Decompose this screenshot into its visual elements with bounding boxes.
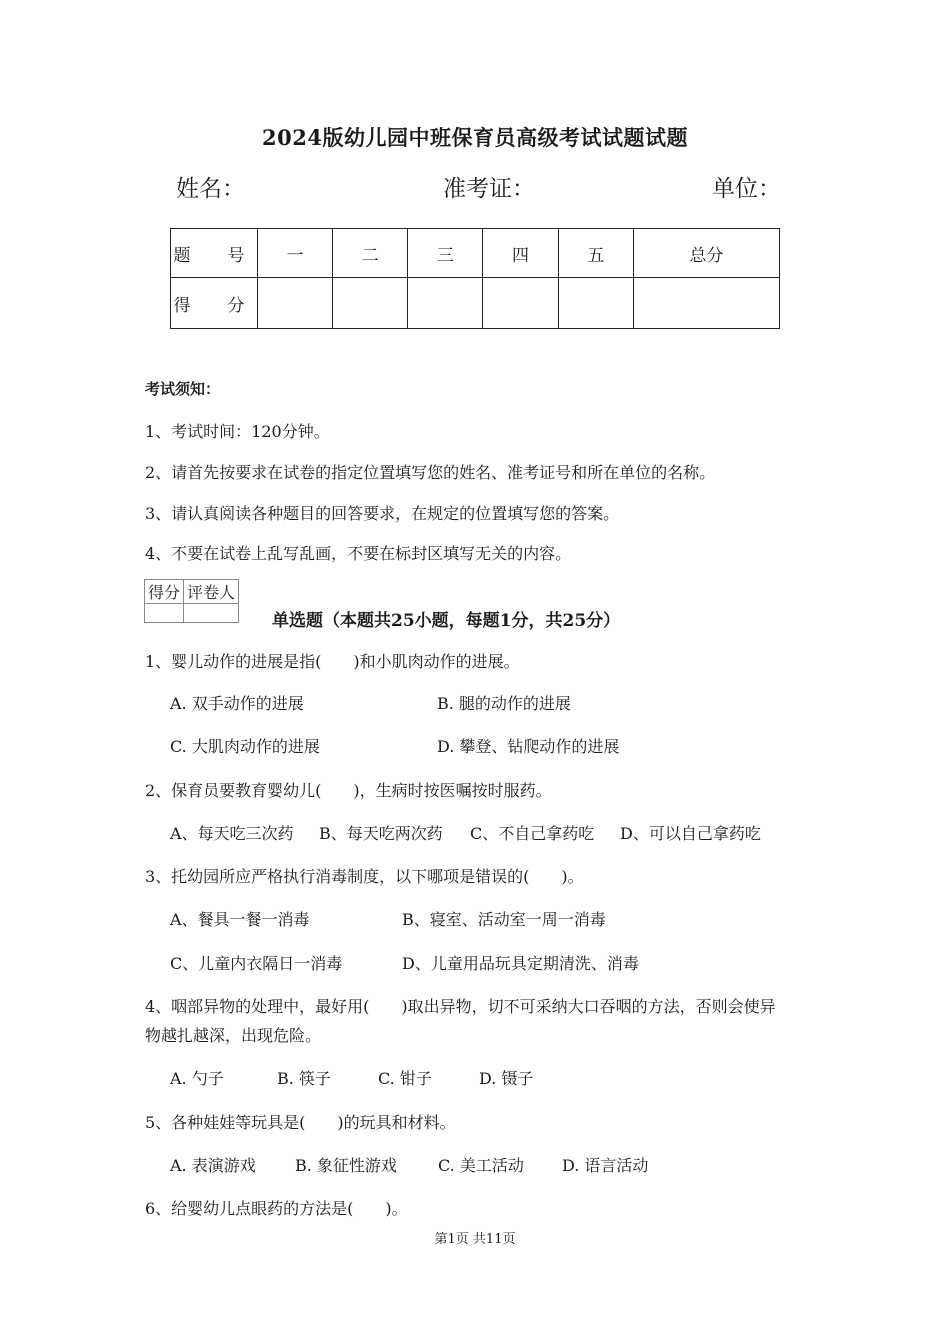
question-option: C. 美工活动 [438, 1156, 524, 1175]
score-cell [483, 278, 558, 329]
score-table-col-total: 总分 [633, 229, 779, 278]
exam-number-field-label: 准考证： [443, 176, 535, 202]
question-option: D. 攀登、钻爬动作的进展 [437, 737, 620, 756]
question-stem-continued: 物越扎越深，出现危险。 [145, 1026, 322, 1045]
notes-item: 2、请首先按要求在试卷的指定位置填写您的姓名、准考证号和所在单位的名称。 [145, 463, 716, 482]
question-option: C. 大肌肉动作的进展 [170, 737, 320, 756]
score-table-header-label: 题 号 [171, 229, 258, 278]
unit-field-label: 单位： [712, 176, 781, 202]
page-footer: 第1页 共11页 [434, 1232, 516, 1247]
score-table-col-2: 二 [333, 229, 408, 278]
question-option: B、寝室、活动室一周一消毒 [402, 910, 606, 929]
grader-box [144, 579, 239, 623]
question-stem: 1、婴儿动作的进展是指( )和小肌肉动作的进展。 [145, 652, 520, 671]
score-cell [408, 278, 483, 329]
score-cell [633, 278, 779, 329]
grader-score-cell [145, 604, 184, 623]
score-table-col-1: 一 [258, 229, 333, 278]
question-option: A. 勺子 [170, 1069, 224, 1088]
question-stem: 5、各种娃娃等玩具是( )的玩具和材料。 [145, 1113, 456, 1132]
score-cell [558, 278, 633, 329]
score-table-col-5: 五 [558, 229, 633, 278]
question-option: A. 表演游戏 [170, 1156, 256, 1175]
question-option: C. 钳子 [378, 1069, 432, 1088]
question-option: B. 筷子 [277, 1069, 331, 1088]
score-cell [258, 278, 333, 329]
question-option: C、儿童内衣隔日一消毒 [170, 954, 343, 973]
name-field-label: 姓名： [176, 176, 245, 202]
score-table-row-label: 得 分 [171, 278, 258, 329]
page-title: 2024版幼儿园中班保育员高级考试试题试题 [262, 125, 688, 150]
question-option: A、每天吃三次药 [170, 824, 294, 843]
score-table-col-3: 三 [408, 229, 483, 278]
score-cell [333, 278, 408, 329]
question-option: B、每天吃两次药 [319, 824, 443, 843]
notes-heading: 考试须知： [145, 380, 221, 398]
question-option: D、儿童用品玩具定期清洗、消毒 [402, 954, 639, 973]
question-option: B. 腿的动作的进展 [437, 694, 571, 713]
question-option: D. 语言活动 [562, 1156, 649, 1175]
notes-item: 3、请认真阅读各种题目的回答要求，在规定的位置填写您的答案。 [145, 504, 620, 523]
question-option: B. 象征性游戏 [295, 1156, 397, 1175]
question-stem: 3、托幼园所应严格执行消毒制度，以下哪项是错误的( )。 [145, 867, 584, 886]
question-stem: 2、保育员要教育婴幼儿( )，生病时按医嘱按时服药。 [145, 781, 552, 800]
question-option: D. 镊子 [479, 1069, 534, 1088]
question-option: A. 双手动作的进展 [170, 694, 304, 713]
grader-reviewer-cell [184, 604, 239, 623]
question-option: D、可以自己拿药吃 [620, 824, 761, 843]
notes-item: 1、考试时间：120分钟。 [145, 422, 330, 441]
question-option: C、不自己拿药吃 [470, 824, 595, 843]
section-title: 单选题（本题共25小题，每题1分，共25分） [272, 611, 621, 631]
question-stem: 6、给婴幼儿点眼药的方法是( )。 [145, 1199, 408, 1218]
grader-score-label: 得分 [145, 580, 184, 604]
score-table [170, 228, 780, 329]
question-stem: 4、咽部异物的处理中，最好用( )取出异物，切不可采纳大口吞咽的方法，否则会使异 [145, 997, 776, 1016]
score-table-col-4: 四 [483, 229, 558, 278]
notes-item: 4、不要在试卷上乱写乱画，不要在标封区填写无关的内容。 [145, 544, 572, 563]
question-option: A、餐具一餐一消毒 [170, 910, 310, 929]
grader-reviewer-label: 评卷人 [184, 580, 239, 604]
